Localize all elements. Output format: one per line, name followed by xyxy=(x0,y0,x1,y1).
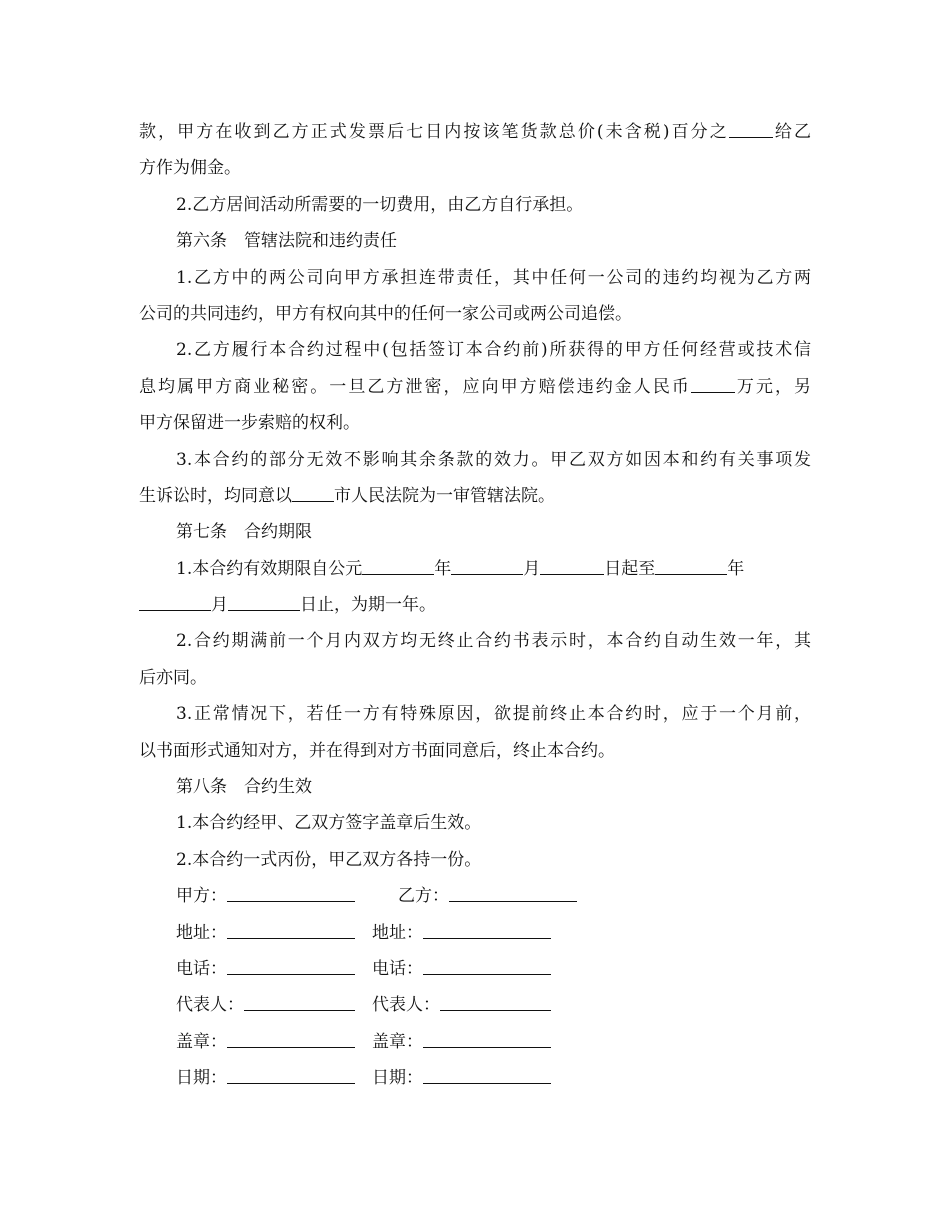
signature-left xyxy=(176,915,355,951)
text-span: 万元，另 xyxy=(734,376,812,397)
paragraph-line: 2.本合约一式丙份，甲乙双方各持一份。 xyxy=(176,849,482,870)
signature-label: 日期： xyxy=(372,1068,423,1089)
signature-label: 甲方： xyxy=(176,886,227,907)
signature-blank xyxy=(244,994,355,1011)
signature-label: 代表人： xyxy=(176,995,244,1016)
signature-blank xyxy=(227,1067,355,1084)
paragraph-line xyxy=(139,587,811,623)
contract-body xyxy=(139,114,811,1097)
signature-label: 地址： xyxy=(372,922,423,943)
paragraph-line xyxy=(139,551,811,587)
signature-blank xyxy=(423,922,551,939)
signature-row xyxy=(139,951,811,987)
paragraph-line xyxy=(139,369,811,405)
signature-left xyxy=(176,987,355,1023)
signature-right xyxy=(372,1024,551,1060)
signature-label: 电话： xyxy=(176,958,227,979)
signature-label: 代表人： xyxy=(372,995,440,1016)
text-span: 1.本合约有效期限自公元 xyxy=(176,558,363,579)
paragraph-line: 甲方保留进一步索赔的权利。 xyxy=(139,413,360,434)
signature-blank xyxy=(423,1067,551,1084)
signature-blank xyxy=(227,1031,355,1048)
text-span: 市人民法院为一审管辖法院。 xyxy=(334,485,555,506)
paragraph-line: 公司的共同违约，甲方有权向其中的任何一家公司或两公司追偿。 xyxy=(139,303,632,324)
text-span: 日止，为期一年。 xyxy=(300,595,436,616)
paragraph-line: 后亦同。 xyxy=(139,667,207,688)
text-span: 日起至 xyxy=(604,558,656,579)
text-span: 生诉讼时，均同意以 xyxy=(139,485,292,506)
fill-blank xyxy=(655,558,727,575)
signature-blank xyxy=(440,994,551,1011)
paragraph-line xyxy=(139,114,811,150)
paragraph-line: 1.本合约经甲、乙双方签字盖章后生效。 xyxy=(176,813,482,834)
signature-row xyxy=(139,1024,811,1060)
signature-left xyxy=(176,951,355,987)
fill-blank xyxy=(228,594,300,611)
signature-blank xyxy=(227,958,355,975)
signature-right xyxy=(372,915,551,951)
signature-row xyxy=(139,878,811,914)
section-heading: 第六条 管辖法院和违约责任 xyxy=(176,231,397,252)
fill-blank xyxy=(362,558,434,575)
signature-blank xyxy=(227,922,355,939)
text-span: 年 xyxy=(434,558,452,579)
fill-blank xyxy=(540,558,604,575)
fill-blank xyxy=(729,121,773,138)
paragraph-line: 2.乙方履行本合约过程中(包括签订本合约前)所获得的甲方任何经营或技术信 xyxy=(176,340,811,361)
signature-blank xyxy=(423,958,551,975)
signature-left xyxy=(176,1024,355,1060)
fill-blank xyxy=(691,376,735,393)
paragraph-line: 3.正常情况下，若任一方有特殊原因，欲提前终止本合约时，应于一个月前， xyxy=(176,704,811,725)
signature-row xyxy=(139,987,811,1023)
signature-label: 盖章： xyxy=(176,1031,227,1052)
signature-right xyxy=(372,987,551,1023)
paragraph-line: 方作为佣金。 xyxy=(139,158,241,179)
text-span: 款，甲方在收到乙方正式发票后七日内按该笔货款总价(未含税)百分之 xyxy=(139,122,729,142)
signature-row xyxy=(139,1060,811,1096)
signature-right xyxy=(398,878,577,914)
signature-label: 日期： xyxy=(176,1068,227,1089)
signature-blank xyxy=(423,1031,551,1048)
signature-right xyxy=(372,1060,551,1096)
signature-left xyxy=(176,878,355,914)
signature-label: 乙方： xyxy=(398,886,449,907)
section-heading: 第七条 合约期限 xyxy=(176,522,312,543)
text-span: 月 xyxy=(523,558,541,579)
fill-blank xyxy=(139,594,211,611)
signature-label: 地址： xyxy=(176,922,227,943)
paragraph-line: 2.合约期满前一个月内双方均无终止合约书表示时，本合约自动生效一年，其 xyxy=(176,631,811,652)
section-heading: 第八条 合约生效 xyxy=(176,777,312,798)
signature-label: 电话： xyxy=(372,958,423,979)
text-span: 给乙 xyxy=(772,122,812,142)
paragraph-line: 1.乙方中的两公司向甲方承担连带责任，其中任何一公司的违约均视为乙方两 xyxy=(176,267,811,288)
fill-blank xyxy=(292,485,334,502)
fill-blank xyxy=(451,558,523,575)
signature-left xyxy=(176,1060,355,1096)
text-span: 月 xyxy=(211,595,228,616)
paragraph-line xyxy=(139,478,811,514)
text-span: 年 xyxy=(727,558,745,579)
signature-right xyxy=(372,951,551,987)
signature-row xyxy=(139,915,811,951)
text-span: 息均属甲方商业秘密。一旦乙方泄密，应向甲方赔偿违约金人民币 xyxy=(139,376,691,397)
signature-blank xyxy=(449,885,577,902)
signature-block xyxy=(139,878,811,1096)
signature-label: 盖章： xyxy=(372,1031,423,1052)
signature-blank xyxy=(227,885,355,902)
paragraph-line: 以书面形式通知对方，并在得到对方书面同意后，终止本合约。 xyxy=(139,740,615,761)
paragraph-line: 2.乙方居间活动所需要的一切费用，由乙方自行承担。 xyxy=(176,194,584,215)
paragraph-line: 3.本合约的部分无效不影响其余条款的效力。甲乙双方如因本和约有关事项发 xyxy=(176,449,811,470)
